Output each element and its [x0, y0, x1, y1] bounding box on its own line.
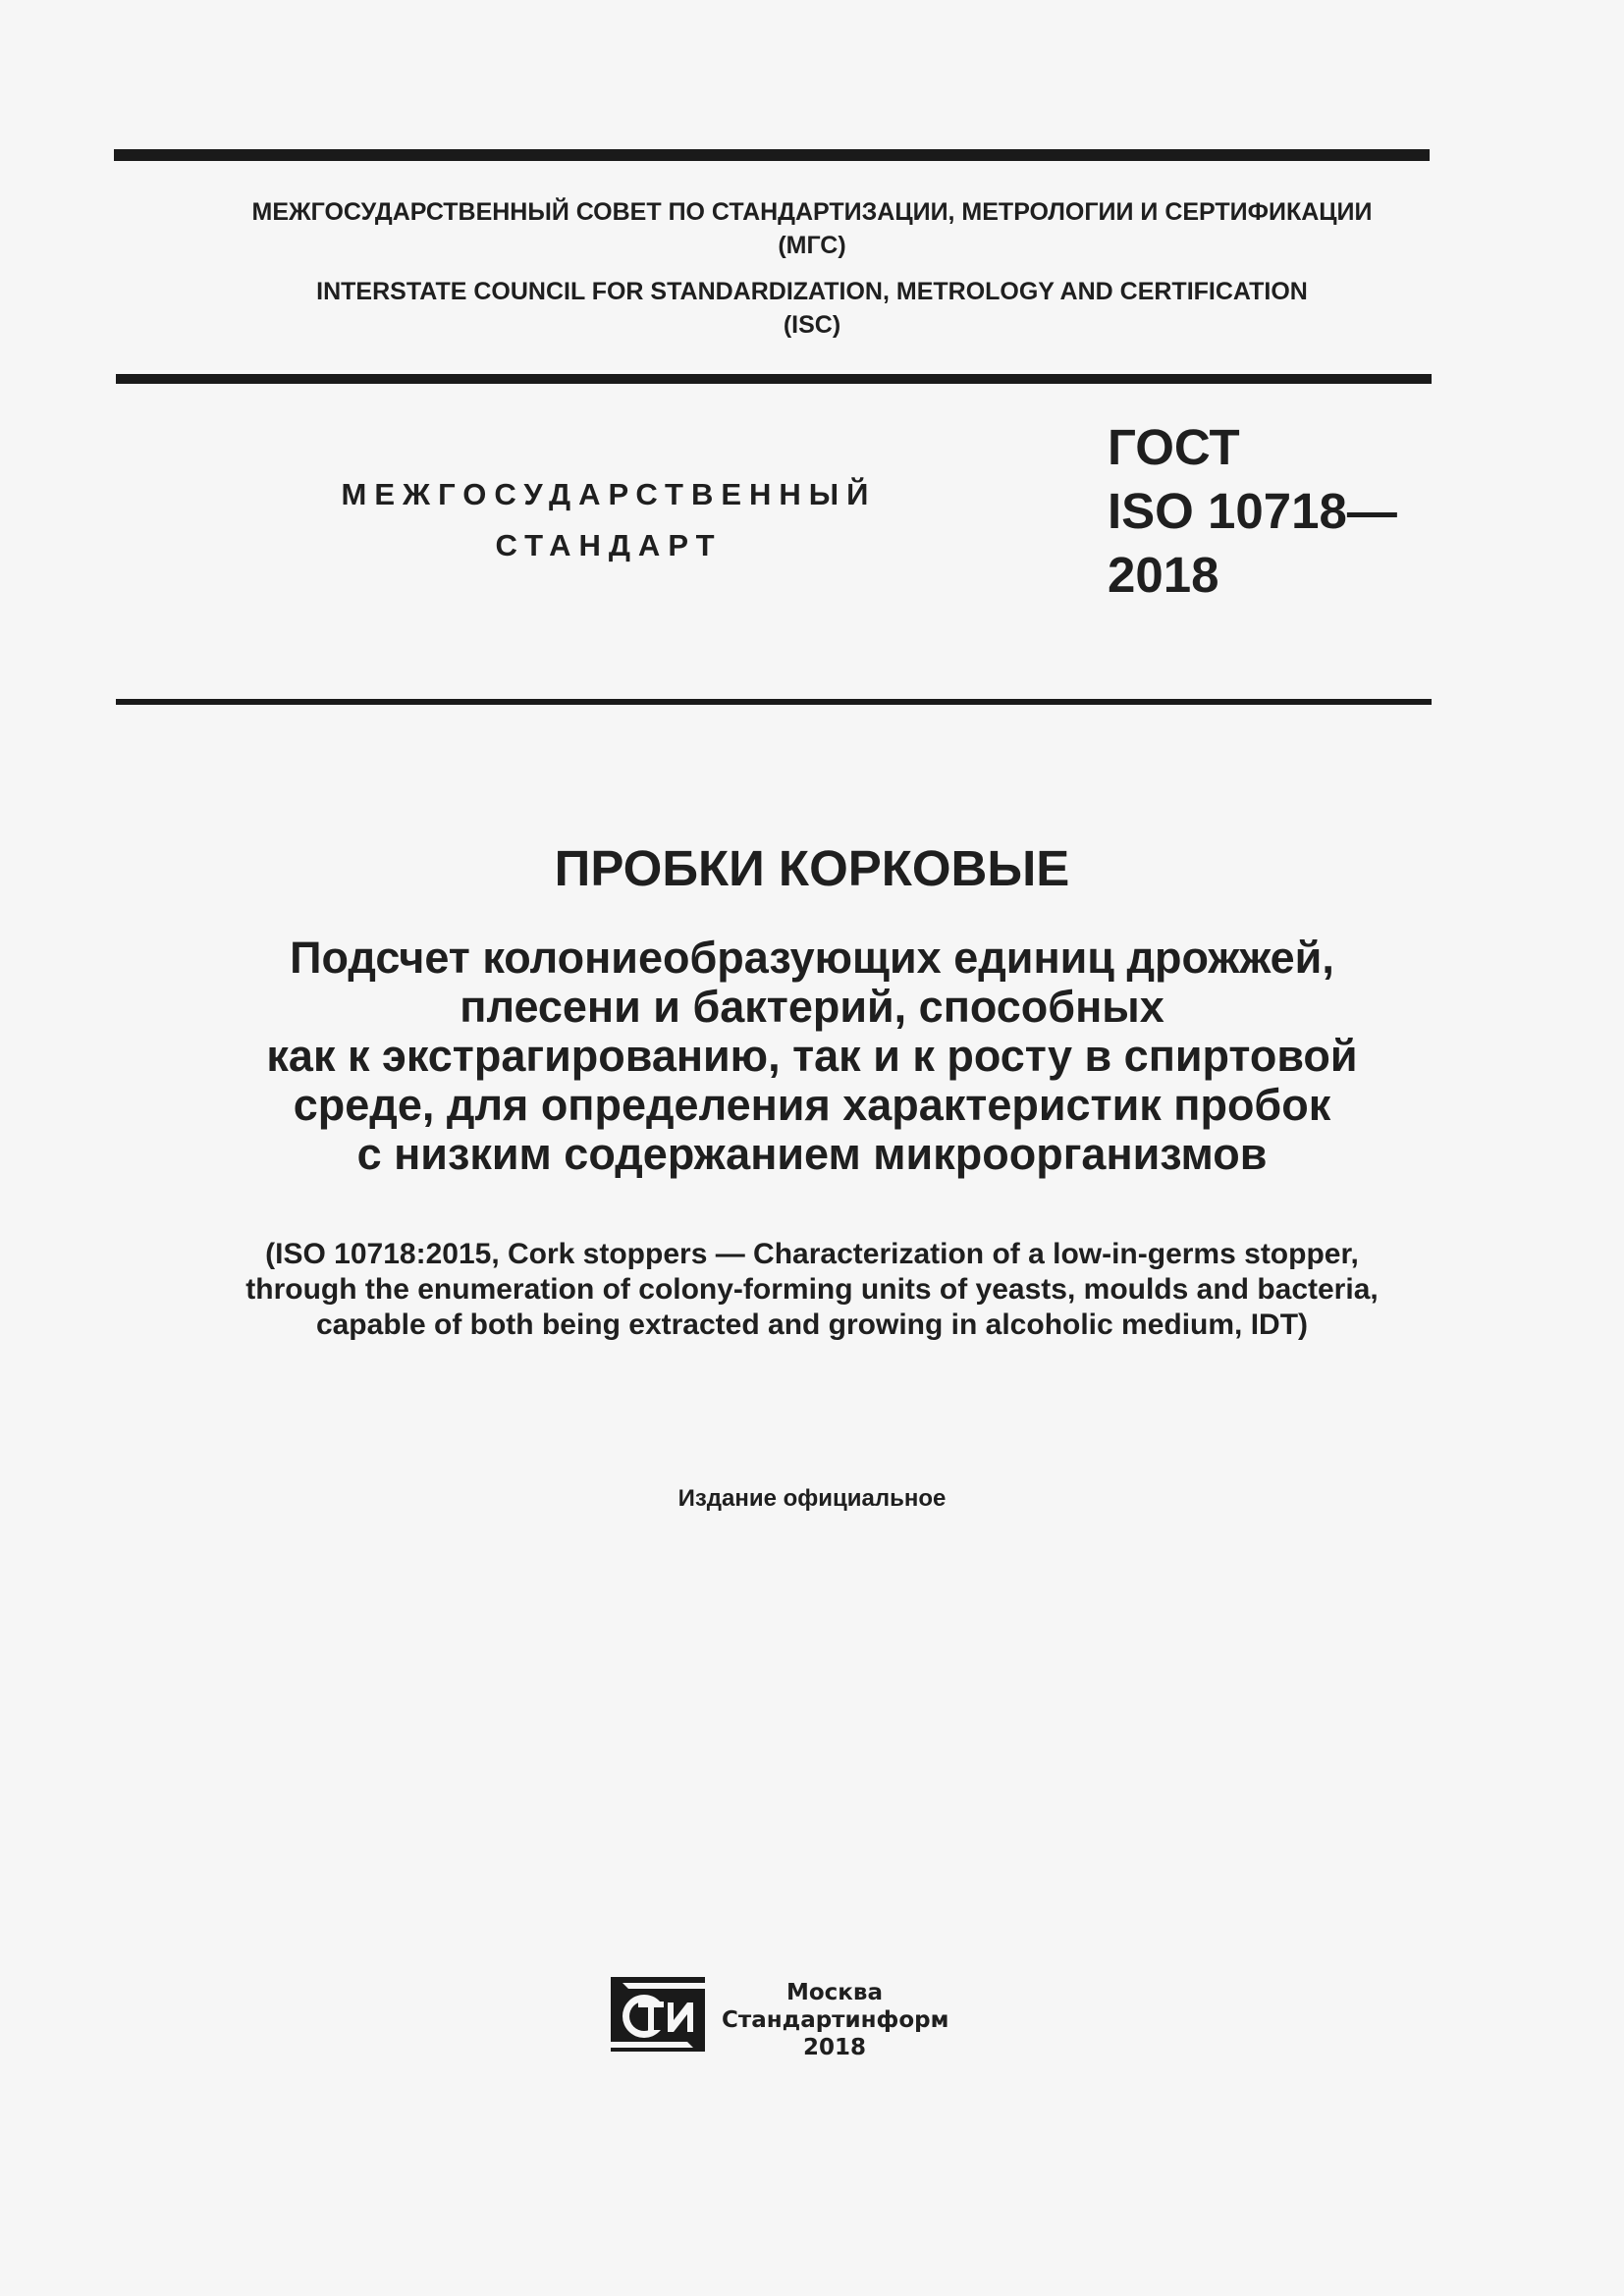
document-subtitle — [0, 934, 1624, 1179]
official-edition-label: Издание официальное — [677, 1485, 947, 1512]
top-rule — [114, 149, 1430, 161]
subtitle-line: с низким содержанием микроорганизмов — [356, 1129, 1268, 1179]
iso-reference-line: (ISO 10718:2015, Cork stoppers — Characterization of a low-in-germs stopper, — [265, 1238, 1359, 1270]
gost-designation — [1108, 415, 1397, 607]
publisher-info — [722, 1979, 947, 2061]
council-ru-line-2: (МГС) — [778, 232, 846, 259]
subtitle-line: плесени и бактерий, способных — [460, 982, 1164, 1032]
gost-line-3: 2018 — [1108, 547, 1219, 603]
standartinform-logo-icon — [609, 1975, 707, 2054]
subtitle-line: среде, для определения характеристик пробок — [293, 1080, 1331, 1130]
gost-line-1: ГОСТ — [1108, 419, 1240, 475]
interstate-label-line-2: СТАНДАРТ — [495, 528, 723, 562]
interstate-label-line-1: МЕЖГОСУДАРСТВЕННЫЙ — [341, 477, 877, 511]
publisher-year: 2018 — [802, 2035, 866, 2060]
subtitle-line: как к экстрагированию, так и к росту в спиртовой — [266, 1031, 1358, 1081]
designation-rule — [116, 699, 1432, 705]
council-en-line-1: INTERSTATE COUNCIL FOR STANDARDIZATION, METROLOGY AND CERTIFICATION — [316, 278, 1308, 305]
header-rule — [116, 374, 1432, 384]
council-ru-line-1: МЕЖГОСУДАРСТВЕННЫЙ СОВЕТ ПО СТАНДАРТИЗАЦИИ, МЕТРОЛОГИИ И СЕРТИФИКАЦИИ — [251, 198, 1373, 226]
interstate-standard-label — [295, 469, 923, 571]
publisher-name: Стандартинформ — [722, 2007, 949, 2033]
iso-reference — [0, 1237, 1624, 1343]
document-title: ПРОБКИ КОРКОВЫЕ — [554, 840, 1070, 896]
council-en-line-2: (ISC) — [783, 311, 841, 339]
iso-reference-line: capable of both being extracted and growing in alcoholic medium, IDT) — [315, 1308, 1309, 1341]
subtitle-line: Подсчет колониеобразующих единиц дрожжей, — [290, 933, 1334, 983]
gost-line-2: ISO 10718— — [1108, 483, 1397, 539]
iso-reference-line: through the enumeration of colony-forming units of yeasts, moulds and bacteria, — [245, 1273, 1379, 1306]
publisher-city: Москва — [785, 1980, 883, 2005]
council-name-ru — [0, 195, 1624, 262]
council-name-en — [0, 275, 1624, 342]
